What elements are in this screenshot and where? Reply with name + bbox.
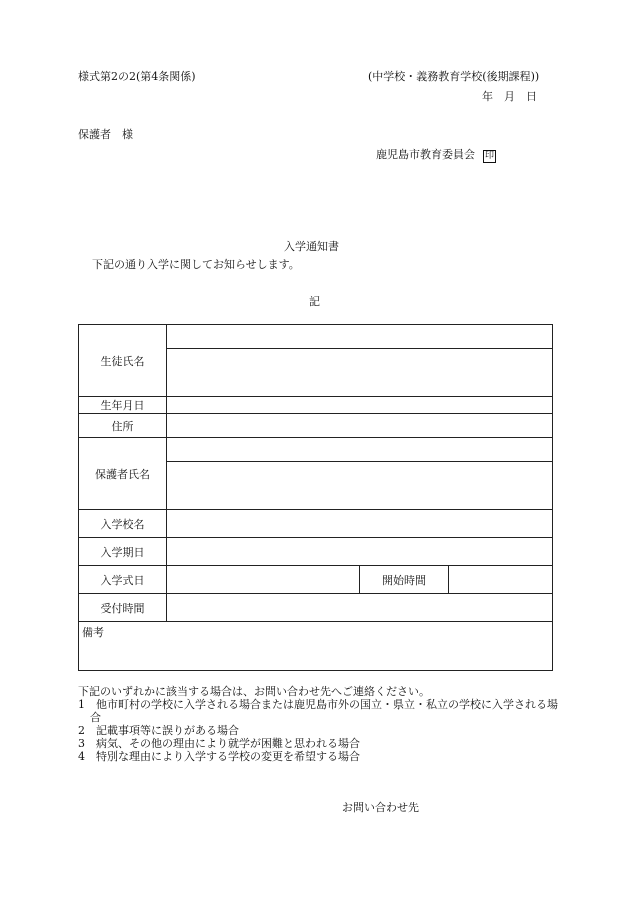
- date-line: 年 月 日: [482, 90, 537, 103]
- note-item: 3 病気、その他の理由により就学が困難と思われる場合: [78, 737, 360, 750]
- reception-time-cell[interactable]: [167, 594, 553, 622]
- admission-form-table: [78, 324, 553, 671]
- school-type: (中学校・義務教育学校(後期課程)): [368, 70, 540, 83]
- admission-date-label: 入学期日: [79, 538, 167, 566]
- notes-section: [78, 685, 558, 763]
- guardian-name-cell[interactable]: [167, 462, 553, 510]
- admission-date-cell[interactable]: [167, 538, 553, 566]
- remarks-cell[interactable]: 備考: [79, 622, 553, 671]
- issuer: [376, 148, 496, 163]
- intro-text: 下記の通り入学に関してお知らせします。: [92, 258, 300, 271]
- contact-label: お問い合わせ先: [342, 801, 419, 814]
- ceremony-date-label: 入学式日: [79, 566, 167, 594]
- start-time-label: 開始時間: [360, 566, 449, 594]
- guardian-name-furigana-cell[interactable]: [167, 438, 553, 462]
- birthdate-label: 生年月日: [79, 397, 167, 414]
- start-time-cell[interactable]: [449, 566, 553, 594]
- address-label: 住所: [79, 414, 167, 438]
- student-name-cell[interactable]: [167, 349, 553, 397]
- address-cell[interactable]: [167, 414, 553, 438]
- note-item: 2 記載事項等に誤りがある場合: [78, 724, 239, 737]
- issuer-name: 鹿児島市教育委員会: [376, 148, 475, 161]
- seal-mark: 印: [485, 151, 495, 161]
- birthdate-cell[interactable]: [167, 397, 553, 414]
- ki-heading: 記: [309, 295, 320, 308]
- note-item: 4 特別な理由により入学する学校の変更を希望する場合: [78, 750, 360, 763]
- student-name-furigana-cell[interactable]: [167, 325, 553, 349]
- ceremony-date-cell[interactable]: [167, 566, 360, 594]
- form-number: 様式第2の2(第4条関係): [78, 70, 196, 83]
- student-name-label: 生徒氏名: [79, 325, 167, 397]
- school-name-cell[interactable]: [167, 510, 553, 538]
- note-item: 1 他市町村の学校に入学される場合または鹿児島市外の国立・県立・私立の学校に入学される場合: [78, 698, 558, 724]
- document-title: 入学通知書: [284, 240, 339, 253]
- reception-time-label: 受付時間: [79, 594, 167, 622]
- notes-lead: 下記のいずれかに該当する場合は、お問い合わせ先へご連絡ください。: [78, 685, 430, 698]
- addressee: 保護者 様: [78, 128, 133, 141]
- school-name-label: 入学校名: [79, 510, 167, 538]
- guardian-name-label: 保護者氏名: [79, 438, 167, 510]
